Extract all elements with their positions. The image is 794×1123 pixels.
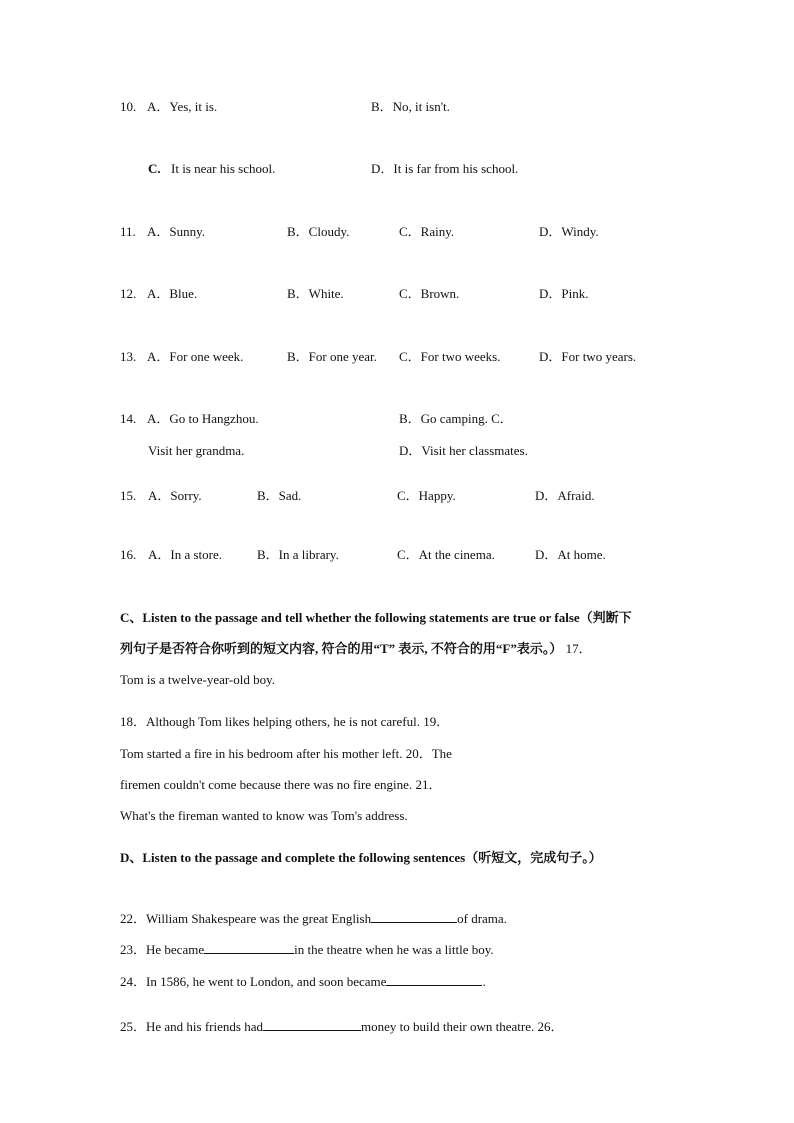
q11-option-b: B．Cloudy. [287, 224, 350, 239]
q10-option-c-label: C. [148, 161, 161, 176]
question-23 [120, 941, 494, 958]
statement-19: Tom started a fire in his bedroom after his mother left. 20．The [120, 746, 452, 761]
question-11-number: 11. [120, 224, 136, 239]
q23-text-after: in the theatre when he was a little boy. [294, 942, 494, 957]
q14-option-b: B．Go camping. C． [399, 411, 513, 426]
q12-option-c: C．Brown. [399, 286, 460, 301]
question-16-number: 16. [120, 547, 137, 562]
q13-option-b: B．For one year. [287, 349, 377, 364]
section-c-heading-line1: C、Listen to the passage and tell whether the following statements are true or false（判断下 [120, 610, 632, 625]
q15-option-a: A．Sorry. [148, 488, 202, 503]
question-14-number: 14. [120, 411, 137, 426]
question-15-number: 15. [120, 488, 137, 503]
statement-17: Tom is a twelve-year-old boy. [120, 672, 276, 687]
q10-option-d: D．It is far from his school. [371, 161, 519, 176]
q12-option-a: A．Blue. [147, 286, 198, 301]
q16-option-a: A．In a store. [148, 547, 223, 562]
q12-option-b: B．White. [287, 286, 344, 301]
q12-option-d: D．Pink. [539, 286, 589, 301]
q24-text-after: . [482, 974, 486, 989]
question-12-number: 12. [120, 286, 137, 301]
question-24 [120, 973, 486, 990]
q11-option-c: C．Rainy. [399, 224, 455, 239]
q13-option-a: A．For one week. [147, 349, 244, 364]
q25-answer-blank[interactable] [263, 1018, 361, 1031]
q16-option-d: D．At home. [535, 547, 606, 562]
q13-option-c: C．For two weeks. [399, 349, 501, 364]
q22-answer-blank[interactable] [371, 910, 457, 923]
statement-18: 18．Although Tom likes helping others, he is not careful. 19． [120, 714, 450, 729]
q25-text-before: 25．He and his friends had [120, 1019, 263, 1034]
q23-text-before: 23．He became [120, 942, 205, 957]
q14-option-a: A．Go to Hangzhou. [147, 411, 259, 426]
q10-option-c-text: It is near his school. [171, 161, 276, 176]
q16-option-b: B．In a library. [257, 547, 339, 562]
q10-option-a: A．Yes, it is. [147, 99, 218, 114]
q11-option-a: A．Sunny. [147, 224, 206, 239]
question-22 [120, 910, 507, 927]
q22-text-after: of drama. [457, 911, 507, 926]
statement-21: What's the fireman wanted to know was Tom's address. [120, 808, 408, 823]
q13-option-d: D．For two years. [539, 349, 637, 364]
question-13-number: 13. [120, 349, 137, 364]
question-10-number: 10. [120, 99, 137, 114]
q14-option-d: D．Visit her classmates. [399, 443, 528, 458]
section-c-heading-text: 列句子是否符合你听到的短文内容, 符合的用“T” 表示, 不符合的用“F”表示。） [120, 641, 563, 656]
q25-text-after: money to build their own theatre. 26． [360, 1019, 564, 1034]
q11-option-d: D．Windy. [539, 224, 599, 239]
section-c-heading-line2 [120, 641, 592, 657]
q15-option-d: D．Afraid. [535, 488, 595, 503]
q10-option-b: B．No, it isn't. [371, 99, 450, 114]
question-17-number: 17． [565, 641, 592, 656]
q24-text-before: 24．In 1586, he went to London, and soon became [120, 974, 387, 989]
q23-answer-blank[interactable] [204, 941, 294, 954]
question-25 [120, 1018, 564, 1035]
statement-20: firemen couldn't come because there was no fire engine. 21． [120, 777, 442, 792]
q14-option-c-text: Visit her grandma. [148, 443, 245, 458]
section-d-heading: D、Listen to the passage and complete the following sentences（听短文，完成句子。） [120, 850, 602, 865]
q15-option-b: B．Sad. [257, 488, 302, 503]
q22-text-before: 22．William Shakespeare was the great English [120, 911, 372, 926]
q15-option-c: C．Happy. [397, 488, 456, 503]
q24-answer-blank[interactable] [386, 973, 482, 986]
q16-option-c: C．At the cinema. [397, 547, 495, 562]
